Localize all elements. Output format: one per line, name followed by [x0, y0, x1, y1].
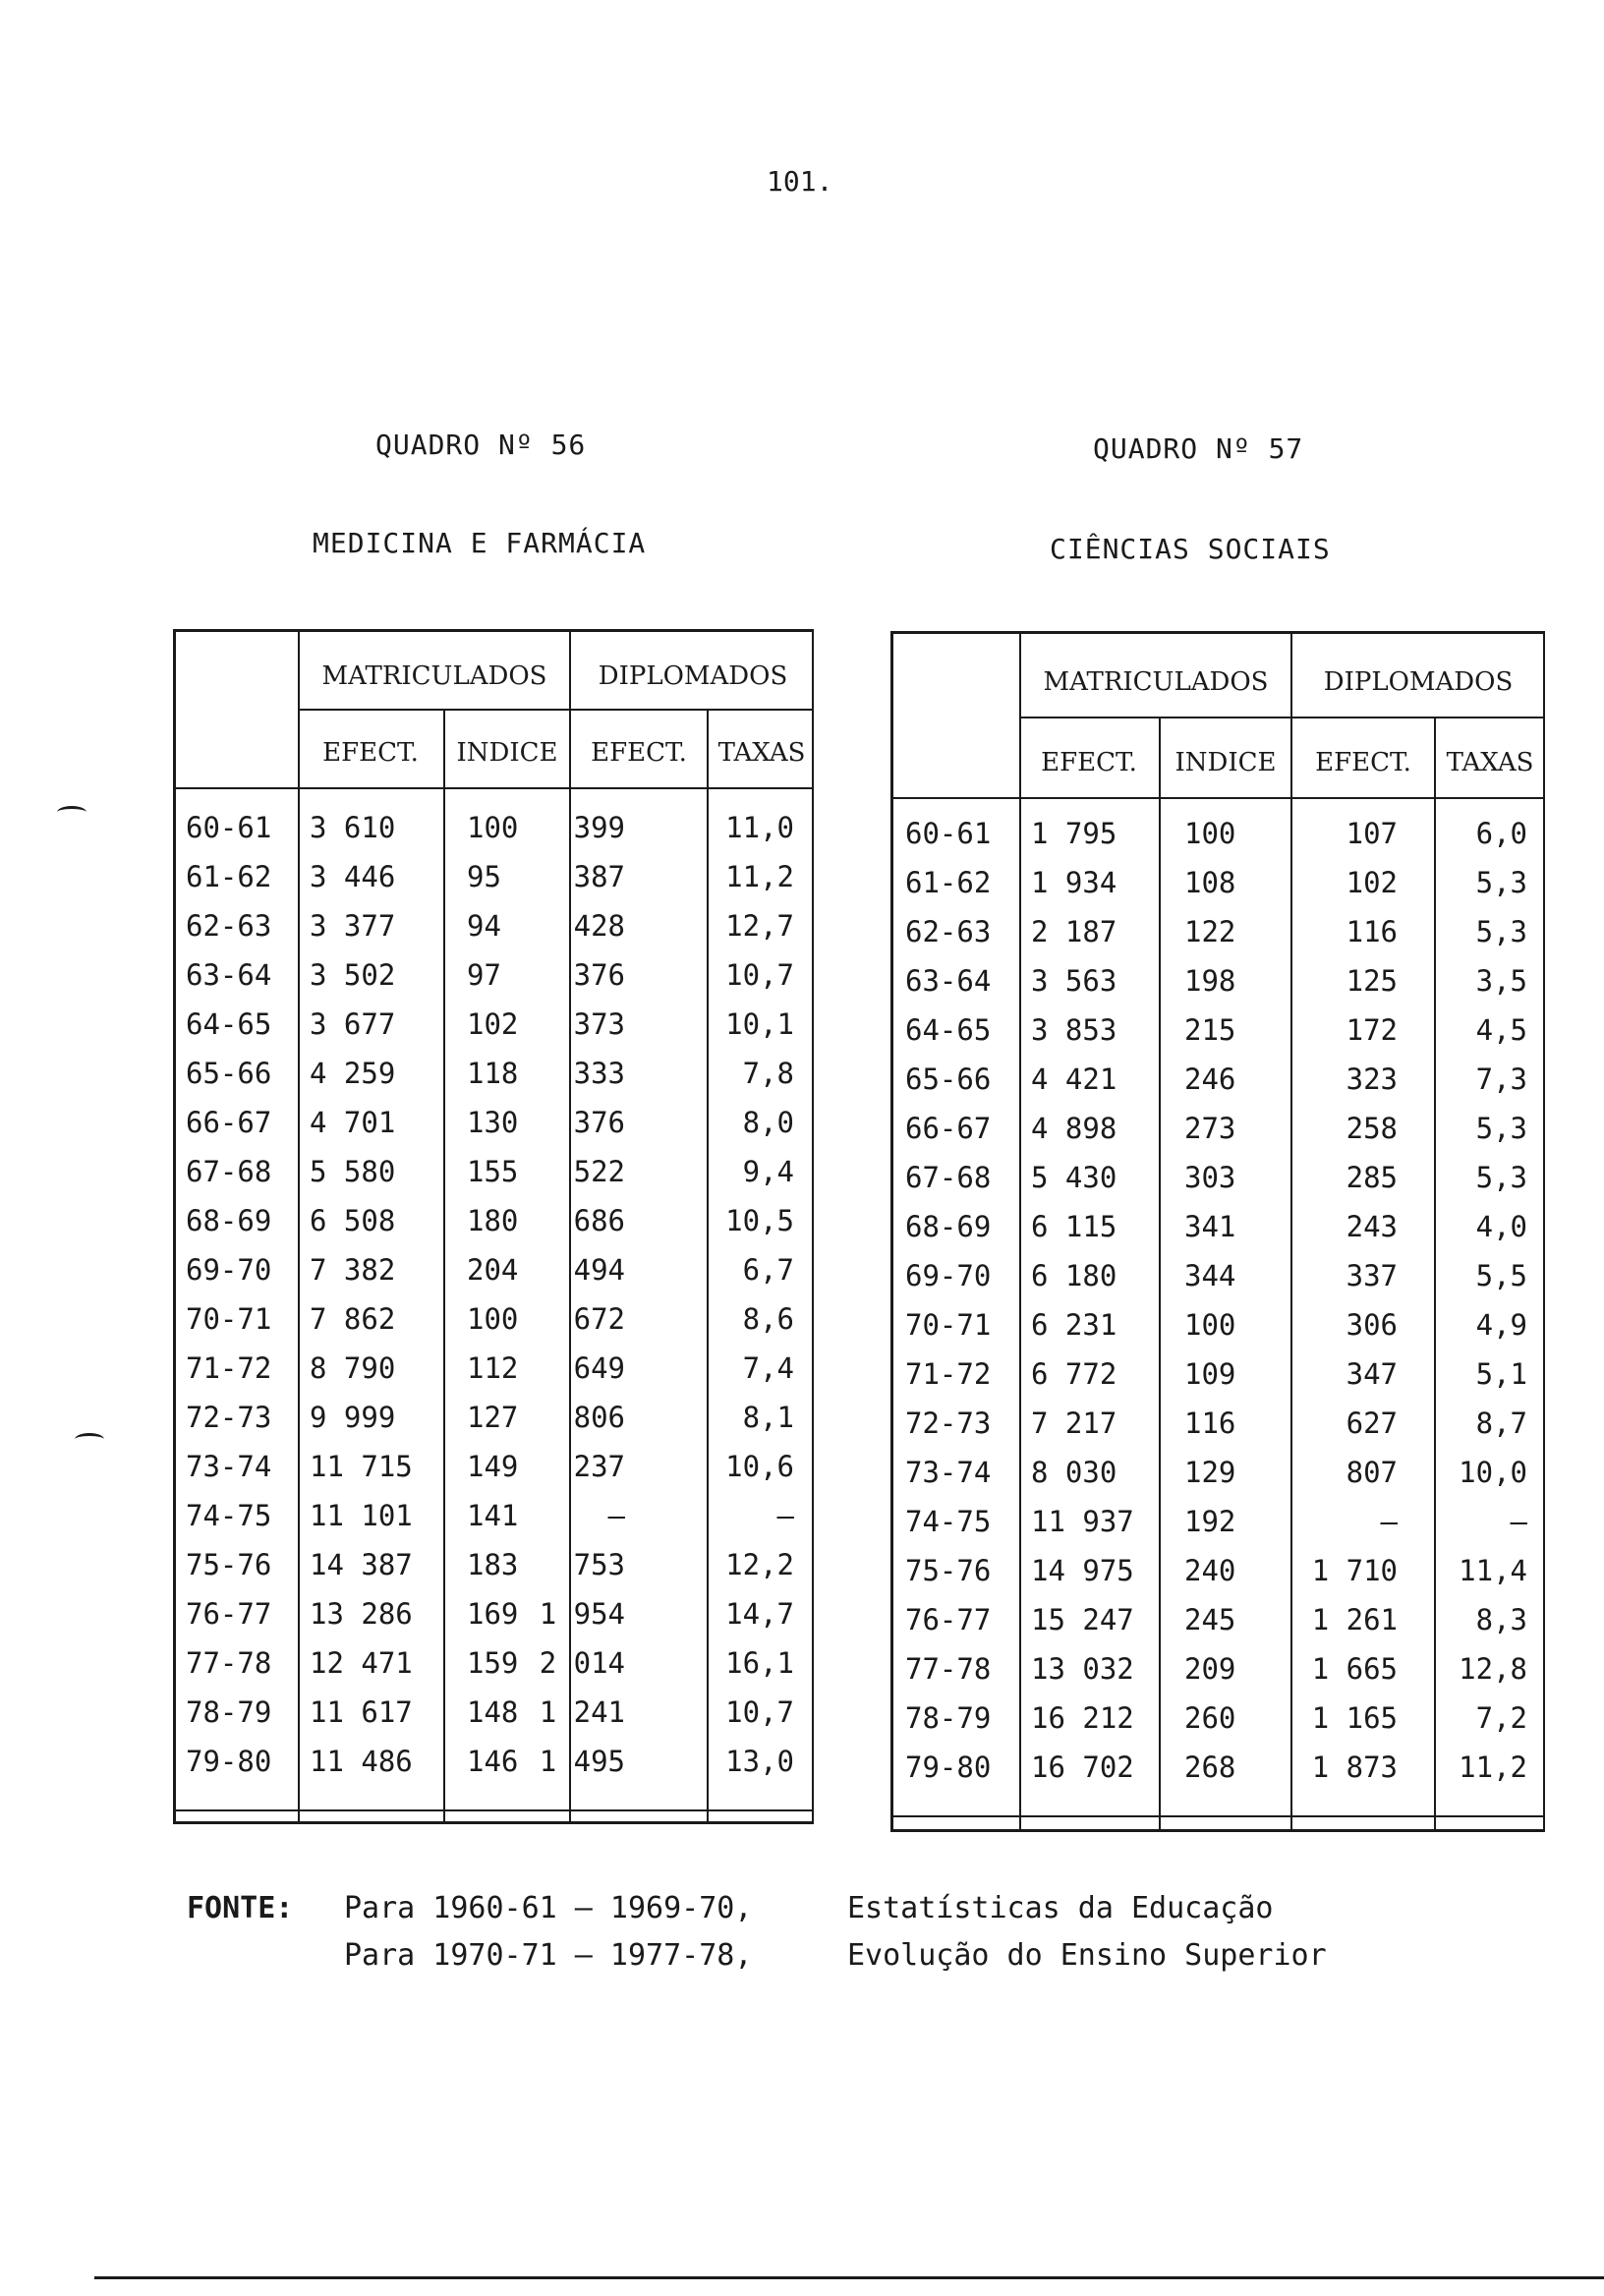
cell-index: 209 — [1184, 1652, 1236, 1686]
cell-year: 60-61 — [186, 811, 272, 844]
cell-graduates: 116 — [1346, 915, 1398, 948]
cell-rate: 7,4 — [742, 1351, 794, 1385]
table-row — [893, 1546, 1543, 1595]
cell-enrolled: 2 187 — [1031, 915, 1117, 948]
cell-enrolled: 6 508 — [310, 1204, 396, 1237]
cell-rate: 13,0 — [725, 1745, 794, 1778]
cell-rate: 10,7 — [725, 1695, 794, 1729]
table-57-header-indice: INDICE — [1174, 748, 1277, 777]
source-text-1: Estatísticas da Educação — [847, 1891, 1274, 1925]
cell-year: 62-63 — [186, 909, 272, 943]
cell-rate: 12,2 — [725, 1548, 794, 1581]
cell-rate: 8,7 — [1475, 1406, 1527, 1440]
cell-rate: 7,2 — [1475, 1701, 1527, 1735]
cell-graduates: 243 — [1346, 1210, 1398, 1243]
table-56-header-efect: EFECT. — [322, 738, 419, 768]
cell-year: 73-74 — [905, 1456, 992, 1489]
cell-year: 70-71 — [186, 1302, 272, 1336]
cell-index: 341 — [1184, 1210, 1236, 1243]
cell-index: 100 — [467, 811, 519, 844]
cell-enrolled: 6 772 — [1031, 1357, 1117, 1391]
table-row — [893, 1300, 1543, 1349]
cell-enrolled: 11 101 — [310, 1499, 413, 1532]
cell-graduates: 522 — [573, 1155, 625, 1188]
cell-year: 78-79 — [905, 1701, 992, 1735]
cell-year: 70-71 — [905, 1308, 992, 1342]
table-row — [893, 1595, 1543, 1644]
cell-graduates: 373 — [573, 1007, 625, 1041]
cell-index: 148 — [467, 1695, 519, 1729]
cell-graduates: 686 — [573, 1204, 625, 1237]
cell-index: 240 — [1184, 1554, 1236, 1587]
cell-rate: 7,3 — [1475, 1062, 1527, 1096]
cell-enrolled: 7 217 — [1031, 1406, 1117, 1440]
cell-graduates: 1 261 — [1311, 1603, 1398, 1636]
cell-enrolled: 13 286 — [310, 1597, 413, 1631]
table-56-header-taxas: TAXAS — [717, 738, 806, 768]
table-56-group-matriculados: MATRICULADOS — [321, 661, 547, 691]
cell-enrolled: 4 701 — [310, 1106, 396, 1139]
cell-enrolled: 11 715 — [310, 1450, 413, 1483]
cell-index: 260 — [1184, 1701, 1236, 1735]
table-57-title: QUADRO Nº 57 — [1093, 432, 1304, 465]
cell-year: 62-63 — [905, 915, 992, 948]
cell-index: 303 — [1184, 1161, 1236, 1194]
cell-enrolled: 6 231 — [1031, 1308, 1117, 1342]
cell-rate: 8,1 — [742, 1401, 794, 1434]
cell-year: 60-61 — [905, 817, 992, 850]
cell-enrolled: 4 421 — [1031, 1062, 1117, 1096]
table-57-group-diplomados: DIPLOMADOS — [1323, 667, 1514, 697]
cell-index: 112 — [467, 1351, 519, 1385]
cell-graduates: 102 — [1346, 866, 1398, 899]
cell-graduates: 125 — [1346, 964, 1398, 998]
cell-index: 116 — [1184, 1406, 1236, 1440]
cell-index: 344 — [1184, 1259, 1236, 1292]
cell-graduates: 2 014 — [539, 1646, 625, 1680]
cell-year: 75-76 — [186, 1548, 272, 1581]
table-row — [176, 1098, 812, 1147]
cell-year: 65-66 — [186, 1057, 272, 1090]
cell-rate: 5,3 — [1475, 866, 1527, 899]
cell-rate: 9,4 — [742, 1155, 794, 1188]
cell-index: 100 — [1184, 817, 1236, 850]
hole-punch-mark — [75, 1433, 104, 1446]
table-row — [176, 1000, 812, 1049]
cell-enrolled: 3 502 — [310, 958, 396, 992]
cell-graduates: 672 — [573, 1302, 625, 1336]
cell-index: 246 — [1184, 1062, 1236, 1096]
bottom-rule — [94, 2276, 1604, 2279]
table-57-header-efect: EFECT. — [1041, 748, 1137, 777]
cell-year: 76-77 — [905, 1603, 992, 1636]
cell-rate: 5,3 — [1475, 1112, 1527, 1145]
cell-enrolled: 8 790 — [310, 1351, 396, 1385]
cell-enrolled: 3 563 — [1031, 964, 1117, 998]
table-row — [893, 1202, 1543, 1251]
cell-rate: 11,2 — [1459, 1751, 1527, 1784]
cell-year: 71-72 — [905, 1357, 992, 1391]
cell-index: 97 — [467, 958, 501, 992]
table-row — [893, 1104, 1543, 1153]
table-row — [893, 956, 1543, 1005]
cell-rate: 11,2 — [725, 860, 794, 893]
table-57-header-taxas: TAXAS — [1446, 748, 1534, 777]
source-text-2: Evolução do Ensino Superior — [847, 1938, 1327, 1973]
cell-rate: 10,7 — [725, 958, 794, 992]
cell-enrolled: 6 180 — [1031, 1259, 1117, 1292]
cell-year: 67-68 — [905, 1161, 992, 1194]
cell-enrolled: 14 975 — [1031, 1554, 1134, 1587]
table-row — [893, 858, 1543, 907]
cell-index: 95 — [467, 860, 501, 893]
cell-enrolled: 6 115 — [1031, 1210, 1117, 1243]
cell-graduates: 428 — [573, 909, 625, 943]
cell-year: 65-66 — [905, 1062, 992, 1096]
cell-index: 100 — [1184, 1308, 1236, 1342]
cell-rate: 14,7 — [725, 1597, 794, 1631]
cell-rate: — — [776, 1499, 794, 1532]
cell-enrolled: 13 032 — [1031, 1652, 1134, 1686]
cell-year: 69-70 — [905, 1259, 992, 1292]
cell-rate: 11,0 — [725, 811, 794, 844]
cell-enrolled: 4 898 — [1031, 1112, 1117, 1145]
cell-enrolled: 14 387 — [310, 1548, 413, 1581]
page-number: 101. — [767, 165, 833, 198]
cell-graduates: 376 — [573, 958, 625, 992]
table-row — [893, 1448, 1543, 1497]
cell-rate: 10,6 — [725, 1450, 794, 1483]
cell-rate: 4,0 — [1475, 1210, 1527, 1243]
cell-rate: 10,1 — [725, 1007, 794, 1041]
table-row — [176, 1147, 812, 1196]
cell-year: 67-68 — [186, 1155, 272, 1188]
cell-year: 61-62 — [905, 866, 992, 899]
table-56-header-efect-dipl: EFECT. — [591, 738, 687, 768]
cell-enrolled: 3 446 — [310, 860, 396, 893]
cell-graduates: 347 — [1346, 1357, 1398, 1391]
cell-graduates: 1 165 — [1311, 1701, 1398, 1735]
cell-enrolled: 16 212 — [1031, 1701, 1134, 1735]
table-57 — [890, 631, 1545, 1832]
cell-graduates: 306 — [1346, 1308, 1398, 1342]
cell-year: 77-78 — [905, 1652, 992, 1686]
table-row — [176, 852, 812, 901]
cell-graduates: 807 — [1346, 1456, 1398, 1489]
cell-index: 204 — [467, 1253, 519, 1287]
cell-year: 69-70 — [186, 1253, 272, 1287]
cell-enrolled: 12 471 — [310, 1646, 413, 1680]
cell-enrolled: 5 430 — [1031, 1161, 1117, 1194]
table-row — [176, 950, 812, 1000]
source-range-1: Para 1960-61 — 1969-70, — [344, 1891, 753, 1925]
cell-enrolled: 7 862 — [310, 1302, 396, 1336]
table-row — [893, 1055, 1543, 1104]
cell-year: 73-74 — [186, 1450, 272, 1483]
cell-enrolled: 8 030 — [1031, 1456, 1117, 1489]
cell-enrolled: 3 610 — [310, 811, 396, 844]
cell-graduates: 1 241 — [539, 1695, 625, 1729]
cell-year: 68-69 — [905, 1210, 992, 1243]
cell-rate: 8,3 — [1475, 1603, 1527, 1636]
cell-enrolled: 5 580 — [310, 1155, 396, 1188]
cell-rate: 11,4 — [1459, 1554, 1527, 1587]
cell-year: 72-73 — [186, 1401, 272, 1434]
cell-rate: 3,5 — [1475, 964, 1527, 998]
table-56-title: QUADRO Nº 56 — [375, 429, 587, 461]
cell-index: 215 — [1184, 1013, 1236, 1047]
cell-graduates: 237 — [573, 1450, 625, 1483]
cell-year: 61-62 — [186, 860, 272, 893]
cell-graduates: 323 — [1346, 1062, 1398, 1096]
cell-year: 64-65 — [186, 1007, 272, 1041]
table-row — [893, 1743, 1543, 1792]
cell-index: 108 — [1184, 866, 1236, 899]
cell-graduates: 1 665 — [1311, 1652, 1398, 1686]
table-56-subtitle: MEDICINA E FARMÁCIA — [313, 527, 647, 559]
cell-index: 159 — [467, 1646, 519, 1680]
cell-index: 146 — [467, 1745, 519, 1778]
source-label: FONTE: — [187, 1891, 294, 1925]
cell-index: 155 — [467, 1155, 519, 1188]
source-range-2: Para 1970-71 — 1977-78, — [344, 1938, 753, 1973]
cell-year: 79-80 — [905, 1751, 992, 1784]
cell-index: 141 — [467, 1499, 519, 1532]
cell-graduates: 387 — [573, 860, 625, 893]
cell-rate: 8,6 — [742, 1302, 794, 1336]
table-row — [893, 1349, 1543, 1399]
cell-graduates: 627 — [1346, 1406, 1398, 1440]
cell-index: 127 — [467, 1401, 519, 1434]
cell-index: 198 — [1184, 964, 1236, 998]
cell-rate: 5,5 — [1475, 1259, 1527, 1292]
cell-graduates: 649 — [573, 1351, 625, 1385]
cell-enrolled: 9 999 — [310, 1401, 396, 1434]
table-56-header-indice: INDICE — [456, 738, 558, 768]
cell-enrolled: 1 795 — [1031, 817, 1117, 850]
cell-rate: 5,3 — [1475, 915, 1527, 948]
table-row — [176, 901, 812, 950]
table-57-group-matriculados: MATRICULADOS — [1043, 667, 1269, 697]
cell-index: 118 — [467, 1057, 519, 1090]
table-row — [893, 1644, 1543, 1693]
cell-rate: 10,0 — [1459, 1456, 1527, 1489]
table-row — [176, 803, 812, 852]
cell-enrolled: 11 937 — [1031, 1505, 1134, 1538]
table-row — [893, 1497, 1543, 1546]
table-row — [893, 1399, 1543, 1448]
cell-index: 122 — [1184, 915, 1236, 948]
cell-graduates: — — [1380, 1505, 1398, 1538]
cell-enrolled: 4 259 — [310, 1057, 396, 1090]
cell-rate: 4,5 — [1475, 1013, 1527, 1047]
table-row — [176, 1245, 812, 1294]
table-row — [893, 1693, 1543, 1743]
cell-year: 76-77 — [186, 1597, 272, 1631]
table-row — [176, 1344, 812, 1393]
cell-graduates: 337 — [1346, 1259, 1398, 1292]
cell-year: 74-75 — [905, 1505, 992, 1538]
cell-graduates: 172 — [1346, 1013, 1398, 1047]
table-57-subtitle: CIÊNCIAS SOCIAIS — [1050, 533, 1331, 565]
table-row — [176, 1737, 812, 1786]
cell-year: 64-65 — [905, 1013, 992, 1047]
cell-year: 74-75 — [186, 1499, 272, 1532]
cell-year: 78-79 — [186, 1695, 272, 1729]
cell-index: 273 — [1184, 1112, 1236, 1145]
cell-index: 100 — [467, 1302, 519, 1336]
cell-graduates: 753 — [573, 1548, 625, 1581]
cell-index: 129 — [1184, 1456, 1236, 1489]
cell-graduates: 806 — [573, 1401, 625, 1434]
cell-enrolled: 3 853 — [1031, 1013, 1117, 1047]
cell-enrolled: 16 702 — [1031, 1751, 1134, 1784]
cell-graduates: 285 — [1346, 1161, 1398, 1194]
cell-rate: 7,8 — [742, 1057, 794, 1090]
hole-punch-mark — [57, 806, 86, 819]
cell-graduates: 1 710 — [1311, 1554, 1398, 1587]
cell-index: 192 — [1184, 1505, 1236, 1538]
table-row — [176, 1589, 812, 1638]
cell-year: 75-76 — [905, 1554, 992, 1587]
cell-year: 63-64 — [186, 958, 272, 992]
cell-rate: 4,9 — [1475, 1308, 1527, 1342]
cell-rate: 12,7 — [725, 909, 794, 943]
cell-year: 72-73 — [905, 1406, 992, 1440]
cell-index: 268 — [1184, 1751, 1236, 1784]
cell-rate: 10,5 — [725, 1204, 794, 1237]
table-row — [176, 1638, 812, 1688]
cell-rate: 6,0 — [1475, 817, 1527, 850]
cell-index: 102 — [467, 1007, 519, 1041]
cell-rate: 16,1 — [725, 1646, 794, 1680]
cell-graduates: 107 — [1346, 817, 1398, 850]
cell-year: 71-72 — [186, 1351, 272, 1385]
cell-graduates: 399 — [573, 811, 625, 844]
cell-enrolled: 3 377 — [310, 909, 396, 943]
cell-graduates: 333 — [573, 1057, 625, 1090]
cell-year: 68-69 — [186, 1204, 272, 1237]
cell-year: 63-64 — [905, 964, 992, 998]
table-row — [893, 1153, 1543, 1202]
cell-rate: 5,3 — [1475, 1161, 1527, 1194]
cell-graduates: 376 — [573, 1106, 625, 1139]
cell-enrolled: 1 934 — [1031, 866, 1117, 899]
table-row — [176, 1393, 812, 1442]
table-row — [893, 1005, 1543, 1055]
cell-index: 180 — [467, 1204, 519, 1237]
table-56 — [173, 629, 814, 1824]
cell-index: 183 — [467, 1548, 519, 1581]
table-row — [176, 1294, 812, 1344]
cell-enrolled: 11 617 — [310, 1695, 413, 1729]
cell-rate: 5,1 — [1475, 1357, 1527, 1391]
cell-graduates: 1 954 — [539, 1597, 625, 1631]
cell-enrolled: 7 382 — [310, 1253, 396, 1287]
cell-graduates: 1 495 — [539, 1745, 625, 1778]
cell-year: 66-67 — [905, 1112, 992, 1145]
cell-graduates: 258 — [1346, 1112, 1398, 1145]
cell-graduates: 494 — [573, 1253, 625, 1287]
cell-year: 79-80 — [186, 1745, 272, 1778]
cell-enrolled: 3 677 — [310, 1007, 396, 1041]
cell-graduates: — — [607, 1499, 625, 1532]
table-row — [176, 1049, 812, 1098]
table-row — [176, 1491, 812, 1540]
cell-graduates: 1 873 — [1311, 1751, 1398, 1784]
table-row — [893, 1251, 1543, 1300]
cell-index: 130 — [467, 1106, 519, 1139]
table-row — [176, 1442, 812, 1491]
table-57-header-efect-dipl: EFECT. — [1315, 748, 1411, 777]
table-row — [176, 1196, 812, 1245]
table-row — [893, 907, 1543, 956]
table-row — [893, 809, 1543, 858]
cell-rate: 6,7 — [742, 1253, 794, 1287]
table-56-group-diplomados: DIPLOMADOS — [598, 661, 788, 691]
cell-enrolled: 15 247 — [1031, 1603, 1134, 1636]
cell-rate: 8,0 — [742, 1106, 794, 1139]
cell-index: 94 — [467, 909, 501, 943]
cell-index: 109 — [1184, 1357, 1236, 1391]
cell-year: 66-67 — [186, 1106, 272, 1139]
cell-rate: — — [1510, 1505, 1527, 1538]
cell-year: 77-78 — [186, 1646, 272, 1680]
cell-rate: 12,8 — [1459, 1652, 1527, 1686]
cell-index: 245 — [1184, 1603, 1236, 1636]
cell-enrolled: 11 486 — [310, 1745, 413, 1778]
cell-index: 149 — [467, 1450, 519, 1483]
table-row — [176, 1540, 812, 1589]
table-row — [176, 1688, 812, 1737]
cell-index: 169 — [467, 1597, 519, 1631]
